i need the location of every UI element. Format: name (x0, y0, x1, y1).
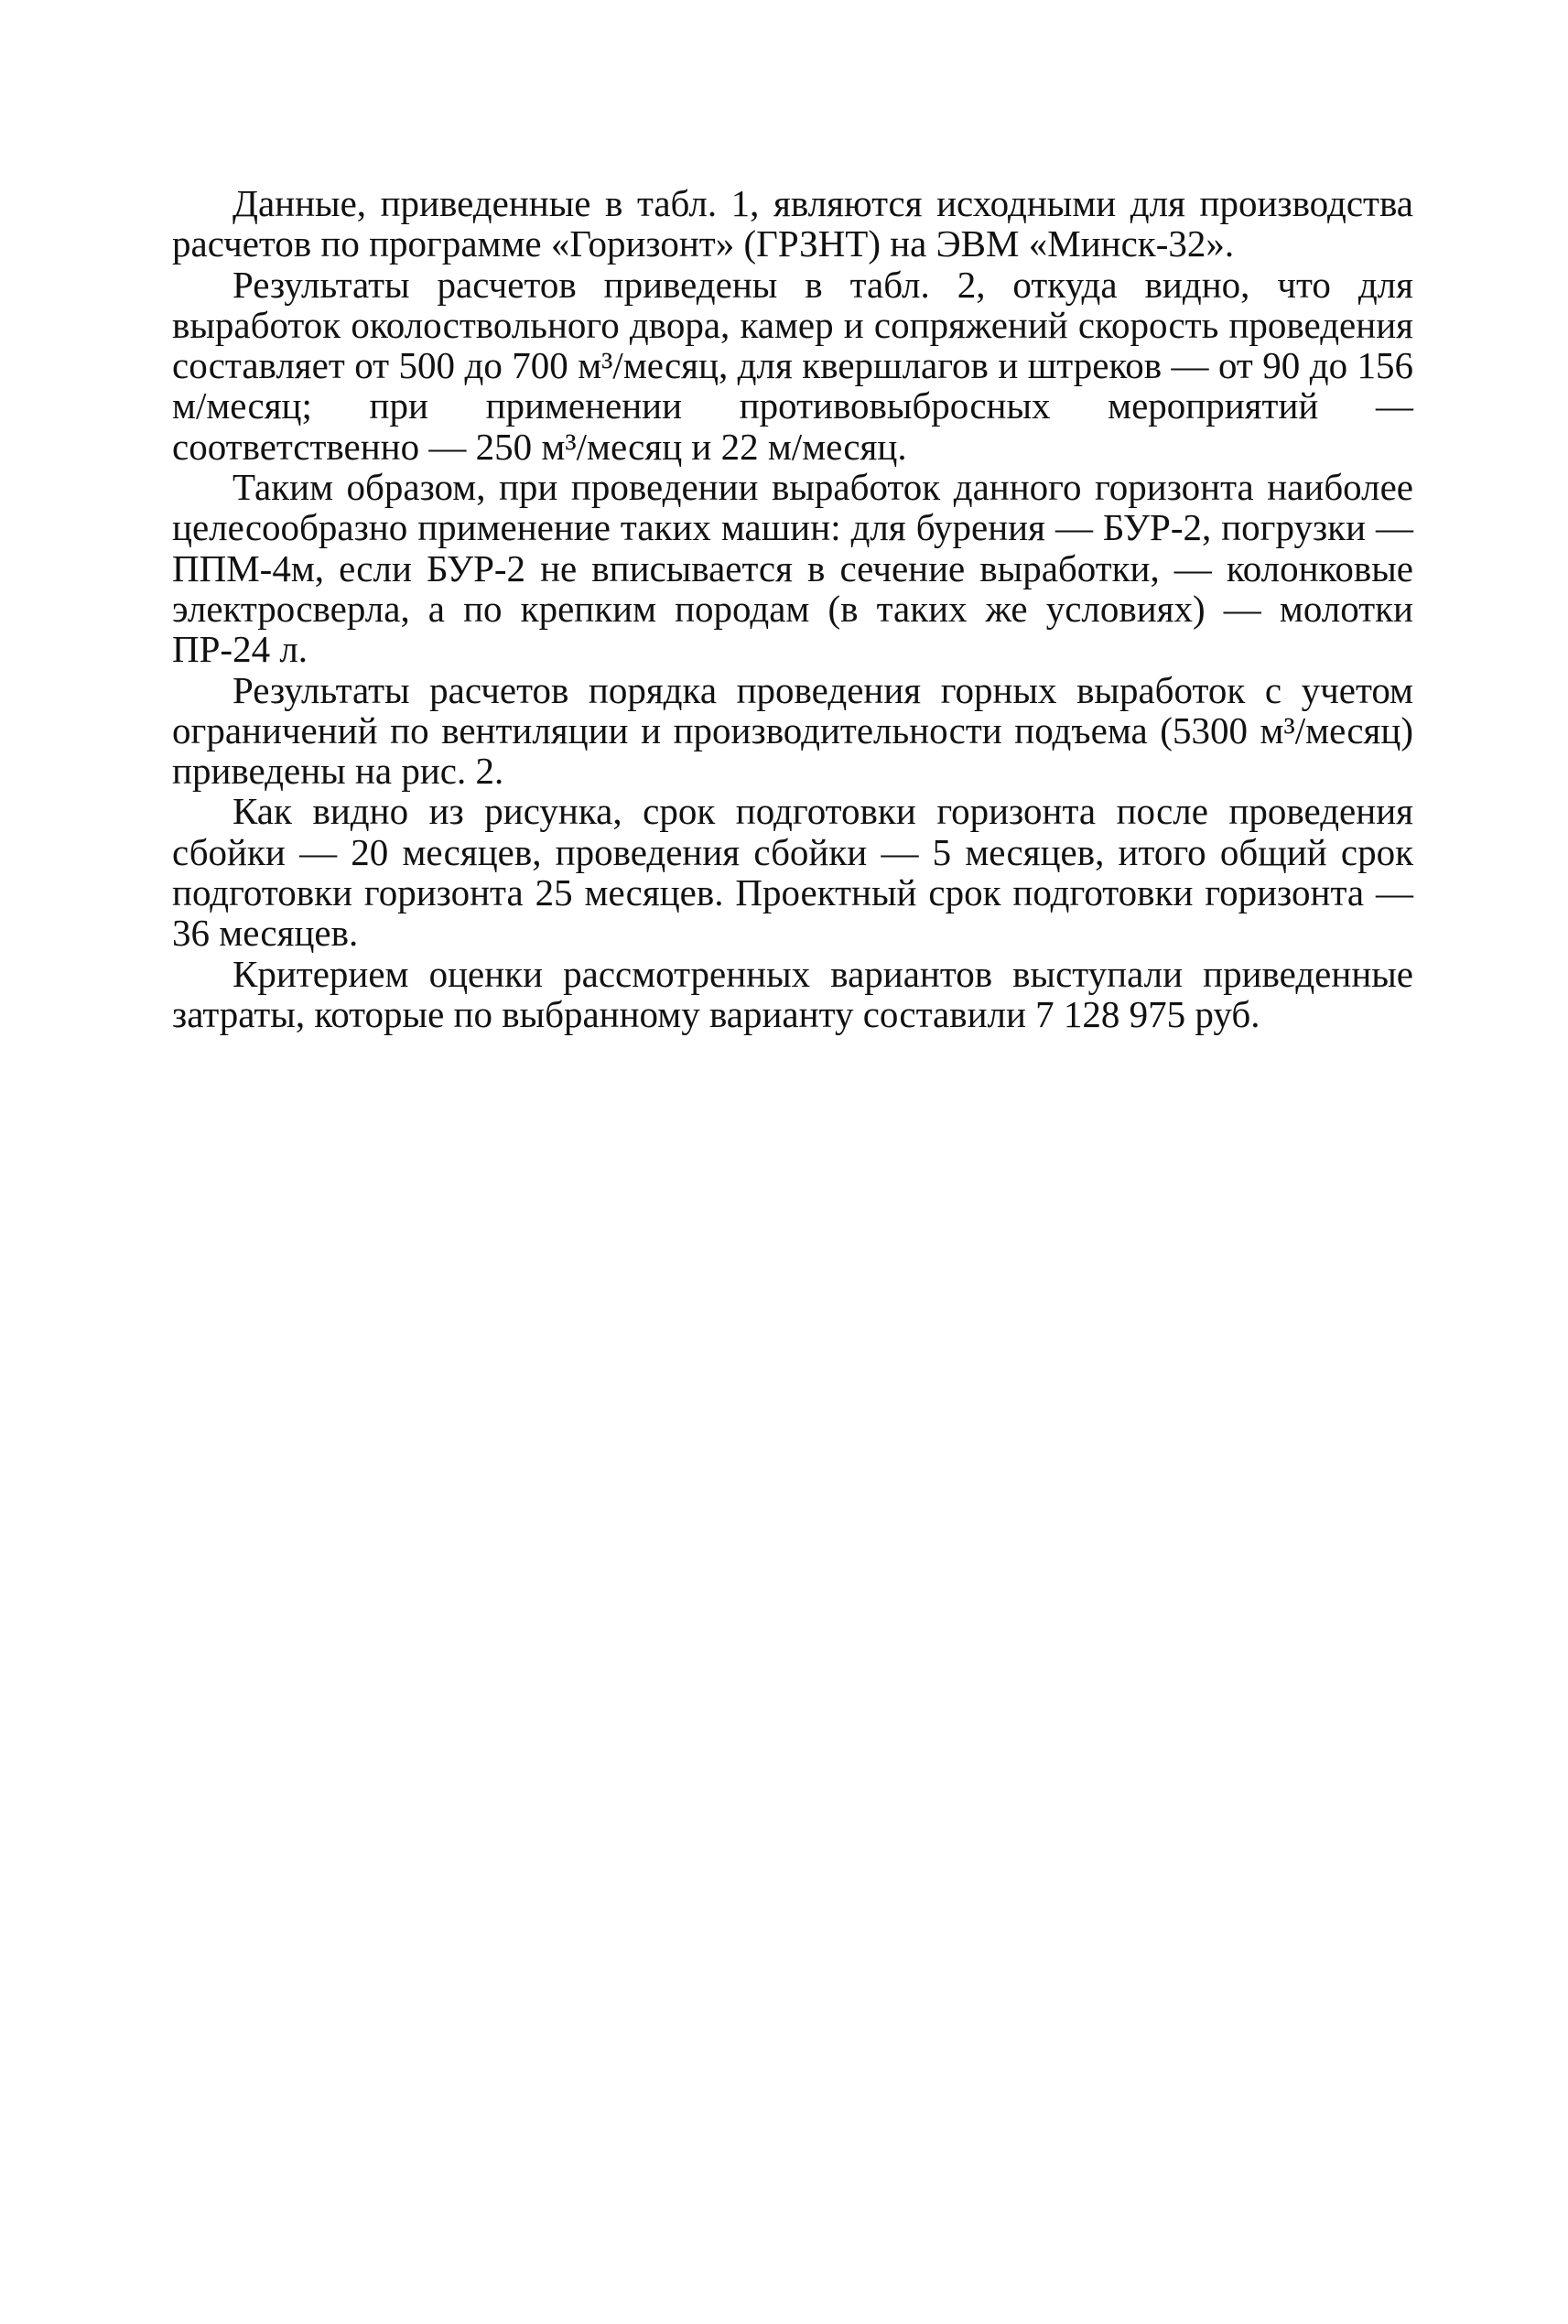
paragraph-evaluation-criterion: Критерием оценки рассмотренных вариантов выступали приведенные затраты, которые по выбранному варианту составили 7 128 975 руб. (172, 952, 1413, 1035)
paragraph-machine-selection: Таким образом, при проведении выработок данного горизонта наиболее целесообразно применение таких машин: для бурения — БУР-2, погрузки — ППМ-4м, если БУР-2 не вписывается в сечение выработки, — колонковые электросверла, а по крепким породам (в таких же условиях) — молотки ПР-24 л. (172, 466, 1413, 671)
paragraph-preparation-term: Как видно из рисунка, срок подготовки горизонта после проведения сбойки — 20 месяцев, проведения сбойки — 5 месяцев, итого общий срок подготовки горизонта 25 месяцев. Проектный срок подготовки горизонта — 36 месяцев. (172, 790, 1413, 955)
paragraph-calculation-results: Результаты расчетов приведены в табл. 2, откуда видно, что для выработок околоствольного двора, камер и сопряжений скорость проведения составляет от 500 до 700 м³/месяц, для квершлагов и штреков — от 90 до 156 м/месяц; при применении противовыбросных мероприятий — соответственно — 250 м³/месяц и 22 м/месяц. (172, 263, 1413, 468)
paragraph-excavation-order: Результаты расчетов порядка проведения горных выработок с учетом ограничений по вентиляции и производительности подъема (5300 м³/месяц) приведены на рис. 2. (172, 668, 1413, 793)
body-text (172, 183, 1413, 1034)
paragraph-input-data: Данные, приведенные в табл. 1, являются исходными для производства расчетов по программе «Горизонт» (ГРЗНТ) на ЭВМ «Минск-32». (172, 182, 1413, 265)
